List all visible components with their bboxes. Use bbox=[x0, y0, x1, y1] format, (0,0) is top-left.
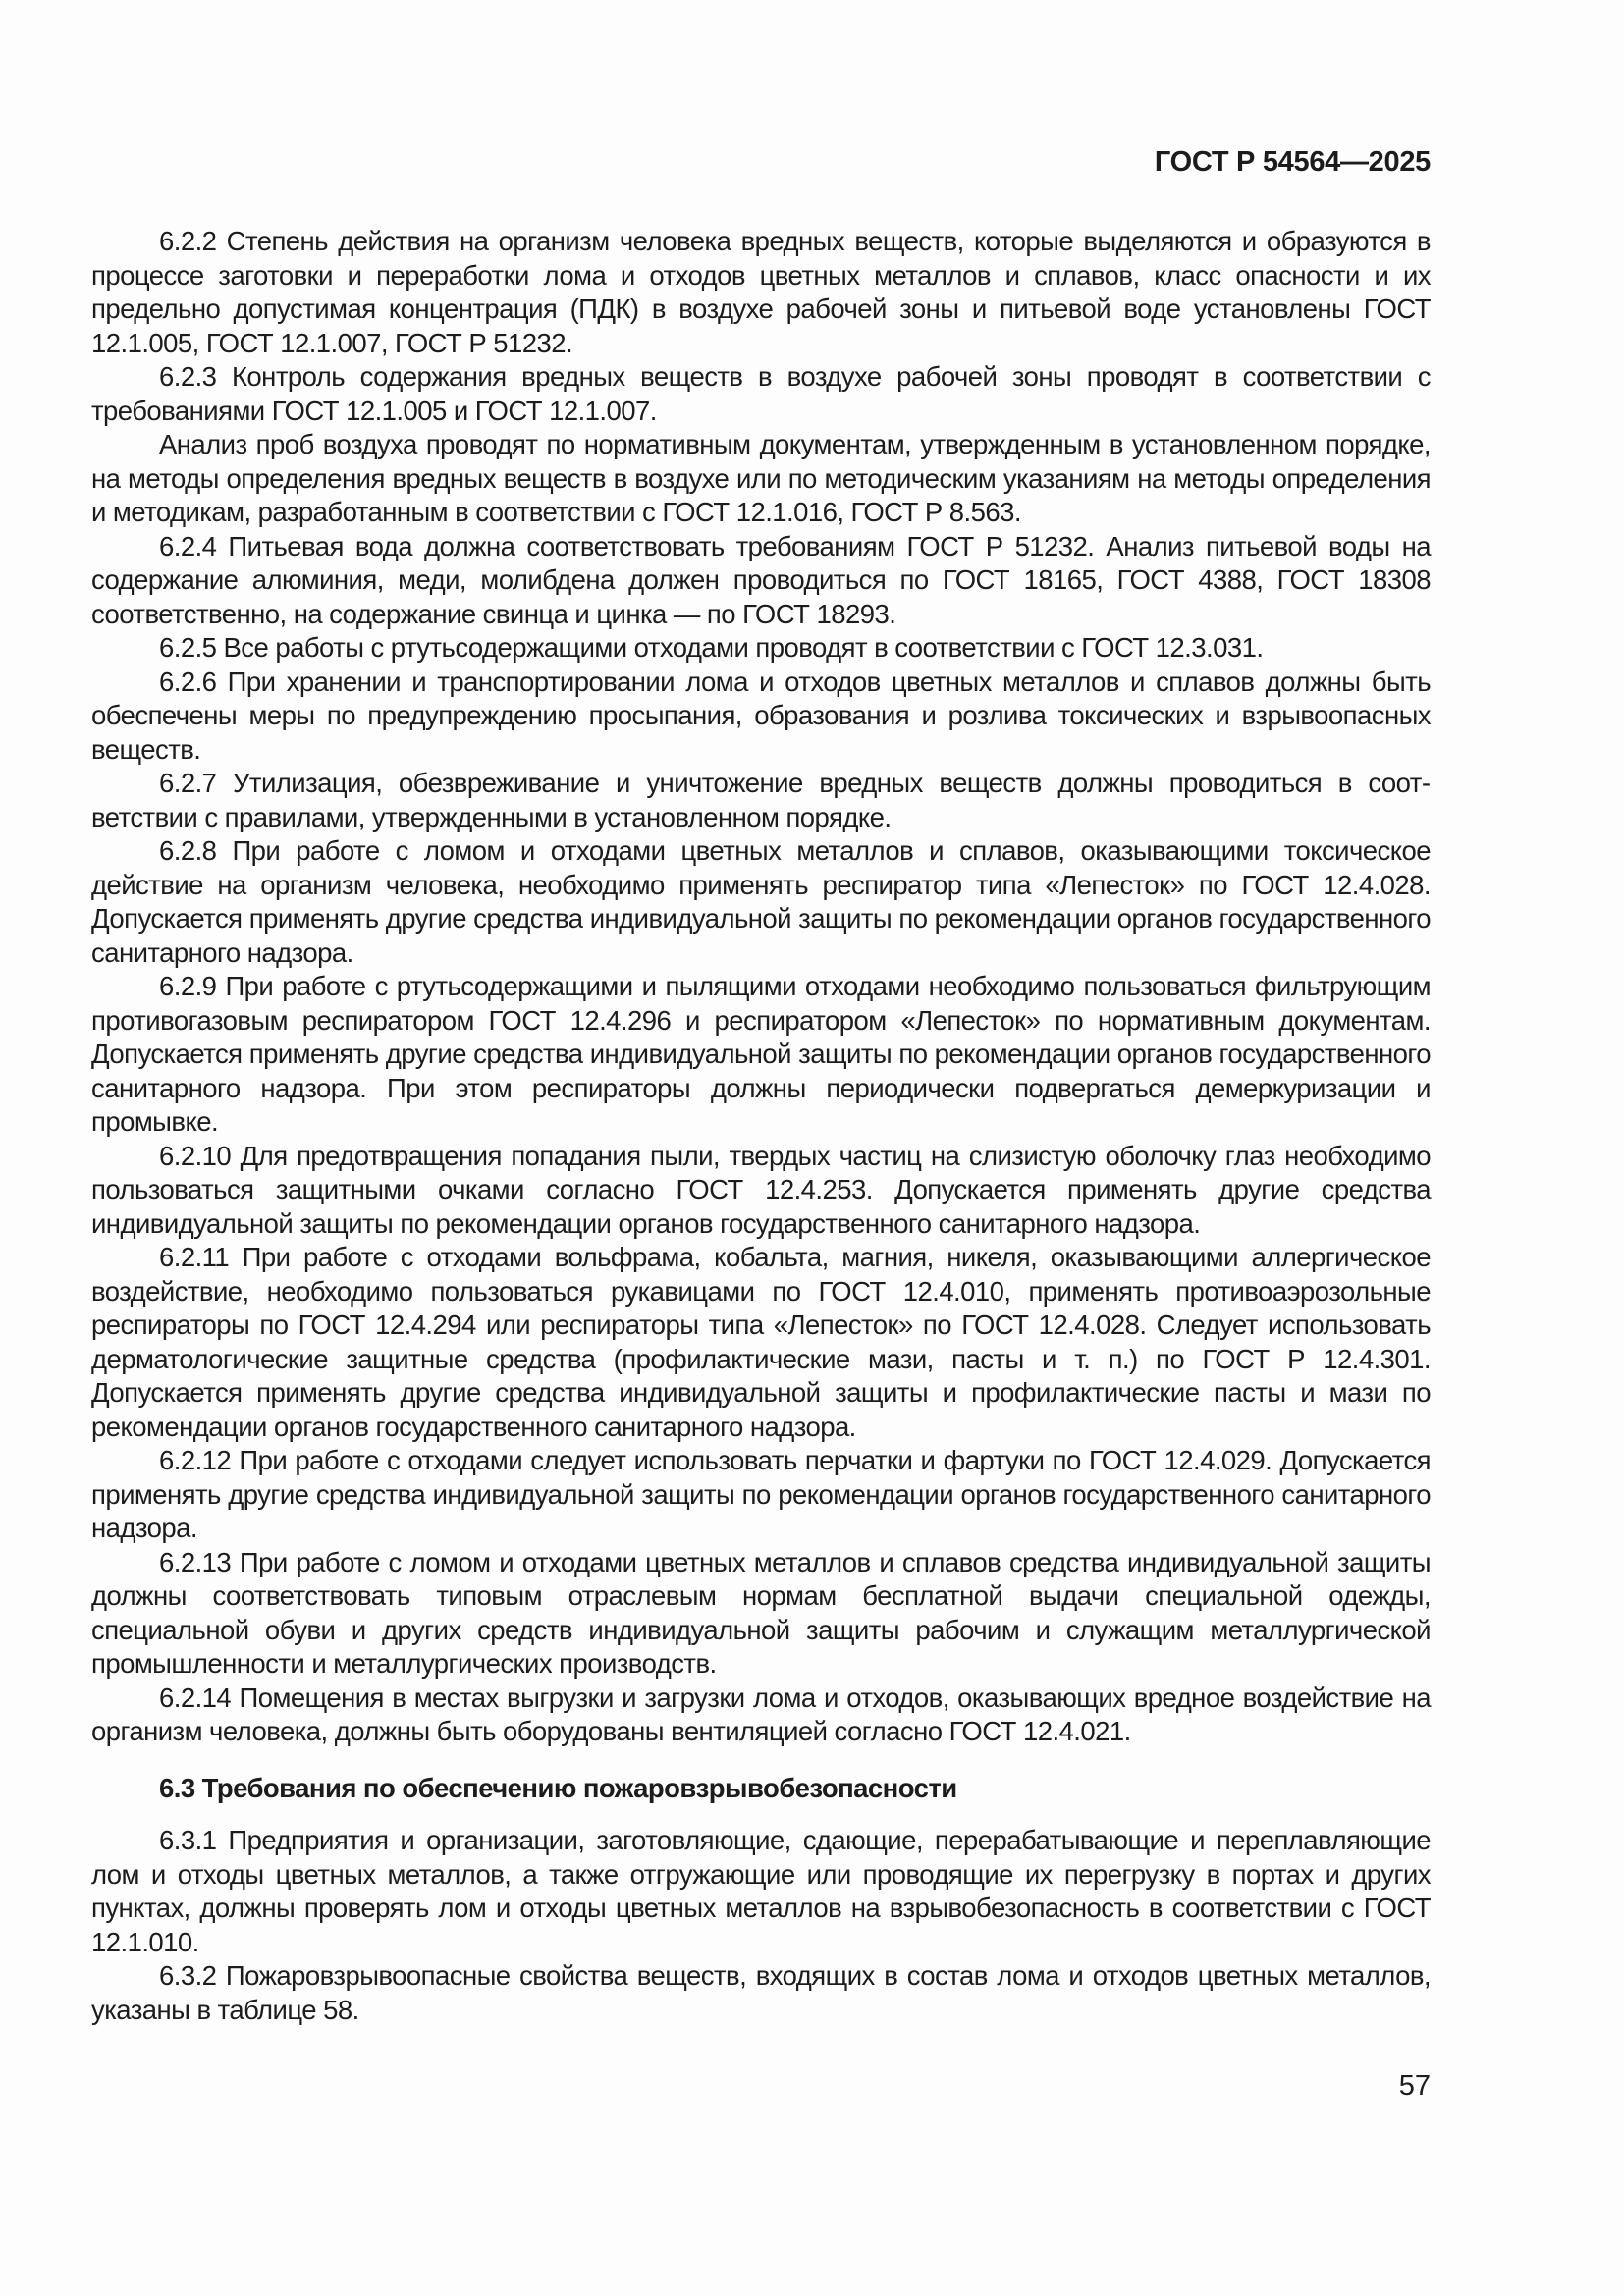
paragraph-6-2-14: 6.2.14 Помещения в местах выгрузки и загрузки лома и отходов, оказывающих вредное воздействие на организм человека, должны быть оборудованы вентиляцией согласно ГОСТ 12.4.021. bbox=[91, 1682, 1431, 1746]
document-number: ГОСТ Р 54564—2025 bbox=[1154, 146, 1431, 178]
page-number: 57 bbox=[1398, 2070, 1431, 2102]
paragraph-6-3-2: 6.3.2 Пожаровзрывоопасные свойства веществ, входящих в состав лома и отходов цветных металлов, указаны в таблице 58. bbox=[91, 1960, 1431, 2025]
paragraph-6-2-4: 6.2.4 Питьевая вода должна соответствовать требованиям ГОСТ Р 51232. Анализ питьевой воды на содержание алюминия, меди, молибдена должен проводиться по ГОСТ 18165, ГОСТ 4388, ГОСТ 18308 соответственно, на содержание свинца и цинка — по ГОСТ 18293. bbox=[91, 530, 1431, 629]
document-body bbox=[91, 225, 1431, 2027]
paragraph-6-2-3: 6.2.3 Контроль содержания вредных веществ в воздухе рабочей зоны проводят в соответствии с требованиями ГОСТ 12.1.005 и ГОСТ 12.1.007. bbox=[91, 361, 1431, 426]
section-heading-6-3: 6.3 Требования по обеспечению пожаровзрывобезопасности bbox=[159, 1772, 957, 1803]
paragraph-6-2-2: 6.2.2 Степень действия на организм человека вредных веществ, которые выделяются и образуются в процессе заготовки и переработки лома и отходов цветных металлов и сплавов, класс опасности и их предельно допустимая концентрация (ПДК) в воздухе рабочей зоны и питьевой воде установлены ГОСТ 12.1.005, ГОСТ 12.1.007, ГОСТ Р 51232. bbox=[91, 226, 1431, 358]
paragraph-air-analysis: Анализ проб воздуха проводят по нормативным документам, утвержденным в установленном порядке, на методы определения вредных веществ в воздухе или по методическим указаниям на методы определения и методикам, разработанным в соответствии с ГОСТ 12.1.016, ГОСТ Р 8.563. bbox=[91, 429, 1431, 527]
paragraph-6-2-12: 6.2.12 При работе с отходами следует использовать перчатки и фартуки по ГОСТ 12.4.029. Допускается применять другие средства индивидуальной защиты по рекомендации органов государственного санитарного надзора. bbox=[91, 1445, 1431, 1543]
paragraph-6-2-5: 6.2.5 Все работы с ртутьсодержащими отходами проводят в соответствии с ГОСТ 12.3.031. bbox=[159, 632, 1264, 663]
paragraph-6-3-1: 6.3.1 Предприятия и организации, заготовляющие, сдающие, перерабатывающие и переплавляющие лом и отходы цветных металлов, а также отгружающие или проводящие их перегрузку в портах и других пунктах, должны проверять лом и отходы цветных металлов на взрывобезопасность в соответствии с ГОСТ 12.1.010. bbox=[91, 1825, 1431, 1957]
paragraph-6-2-6: 6.2.6 При хранении и транспортировании лома и отходов цветных металлов и сплавов должны быть обеспечены меры по предупреждению просыпания, образования и розлива токсических и взрывоопасных веществ. bbox=[91, 666, 1431, 765]
paragraph-6-2-8: 6.2.8 При работе с ломом и отходами цветных металлов и сплавов, оказывающими токсическое действие на организм человека, необходимо применять респиратор типа «Лепесток» по ГОСТ 12.4.028. Допускается применять другие средства индивидуальной защиты по рекомендации органов государственного санитарного надзора. bbox=[91, 835, 1431, 968]
paragraph-6-2-7: 6.2.7 Утилизация, обезвреживание и уничтожение вредных веществ должны проводиться в соответствии с правилами, утвержденными в установленном порядке. bbox=[91, 768, 1431, 832]
paragraph-6-2-9: 6.2.9 При работе с ртутьсодержащими и пылящими отходами необходимо пользоваться фильтрующим противогазовым респиратором ГОСТ 12.4.296 и респиратором «Лепесток» по нормативным документам. Допускается применять другие средства индивидуальной защиты по рекомендации органов государственного санитарного надзора. При этом респираторы должны периодически подвергаться демеркуризации и промывке. bbox=[91, 971, 1431, 1137]
paragraph-6-2-11: 6.2.11 При работе с отходами вольфрама, кобальта, магния, никеля, оказывающими аллергическое воздействие, необходимо пользоваться рукавицами по ГОСТ 12.4.010, применять противоаэрозольные респираторы по ГОСТ 12.4.294 или респираторы типа «Лепесток» по ГОСТ 12.4.028. Следует использовать дерматологические защитные средства (профилактические мази, пасты и т. п.) по ГОСТ Р 12.4.301. Допускается применять другие средства индивидуальной защиты и профилактические пасты и мази по рекомендации органов государственного санитарного надзора. bbox=[91, 1242, 1431, 1442]
paragraph-6-2-13: 6.2.13 При работе с ломом и отходами цветных металлов и сплавов средства индивидуальной защиты должны соответствовать типовым отраслевым нормам бесплатной выдачи специальной одежды, специальной обуви и других средств индивидуальной защиты рабочим и служащим металлургической промышленности и металлургических производств. bbox=[91, 1546, 1431, 1679]
paragraph-6-2-10: 6.2.10 Для предотвращения попадания пыли, твердых частиц на слизистую оболочку глаз необходимо пользоваться защитными очками согласно ГОСТ 12.4.253. Допускается применять другие средства индивидуальной защиты по рекомендации органов государственного санитарного надзора. bbox=[91, 1140, 1431, 1239]
